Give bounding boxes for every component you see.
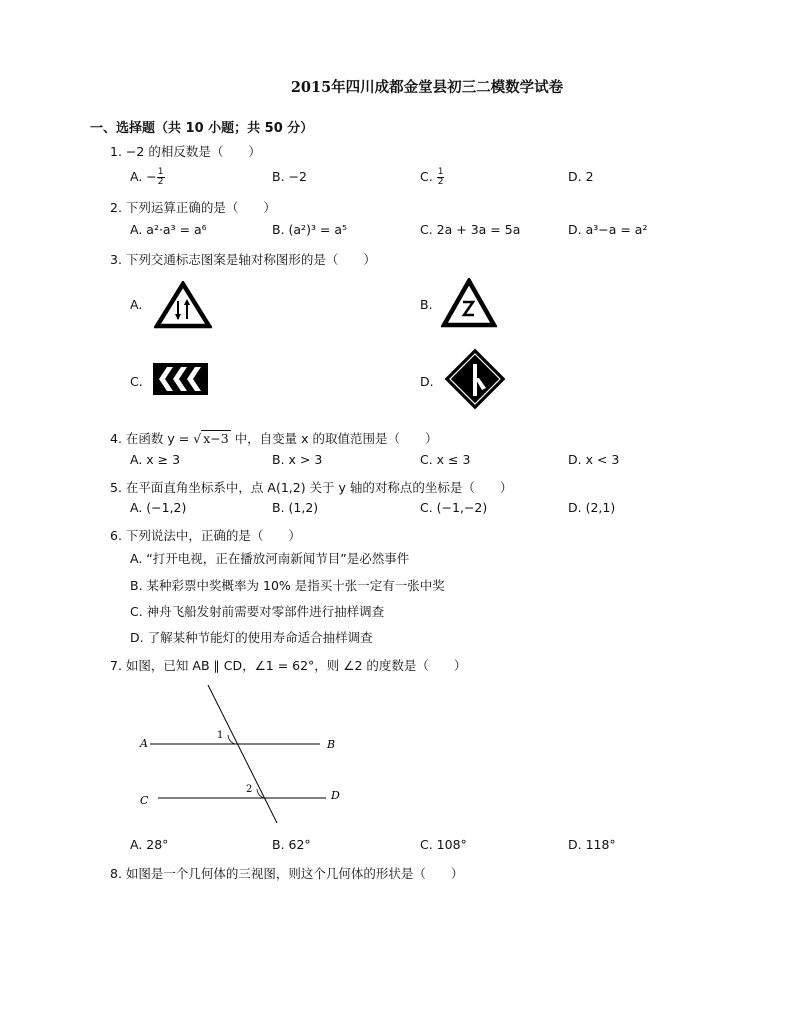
question-6 bbox=[110, 526, 301, 544]
label-d: D bbox=[331, 789, 340, 802]
question-stem: 下列说法中，正确的是（ ） bbox=[125, 528, 301, 543]
option-label: A. − bbox=[130, 169, 157, 184]
question-2 bbox=[110, 198, 276, 216]
option-a[interactable]: A. 28° bbox=[130, 837, 169, 852]
option-b[interactable]: B. bbox=[420, 297, 433, 312]
question-stem-post: 中，自变量 x 的取值范围是（ ） bbox=[230, 431, 438, 446]
question-stem: 在平面直角坐标系中，点 A(1,2) 关于 y 轴的对称点的坐标是（ ） bbox=[125, 480, 513, 495]
option-c[interactable]: C. 2a + 3a = 5a bbox=[420, 222, 521, 237]
label-c: C bbox=[140, 794, 149, 807]
option-a[interactable]: A. a²·a³ = a⁶ bbox=[130, 222, 207, 237]
question-stem: 如图，已知 AB ∥ CD，∠1 = 62°，则 ∠2 的度数是（ ） bbox=[125, 658, 467, 673]
chevron-alignment-sign-icon bbox=[153, 363, 208, 395]
option-d[interactable]: D. 了解某种节能灯的使用寿命适合抽样调查 bbox=[130, 630, 373, 645]
label-a: A bbox=[140, 737, 148, 750]
question-stem: 下列交通标志图案是轴对称图形的是（ ） bbox=[125, 252, 376, 267]
question-4: 4. 在函数 y = √ x−3 中，自变量 x 的取值范围是（ ） bbox=[110, 431, 438, 446]
option-d[interactable]: D. bbox=[420, 374, 434, 389]
option-d[interactable]: D. x < 3 bbox=[568, 452, 620, 467]
question-7 bbox=[110, 656, 466, 674]
option-b[interactable]: B. (1,2) bbox=[272, 500, 319, 515]
option-c[interactable]: C. bbox=[130, 374, 143, 389]
question-number: 8. bbox=[110, 866, 122, 881]
option-label: C. bbox=[420, 169, 437, 184]
option-c[interactable]: C. x ≤ 3 bbox=[420, 452, 471, 467]
question-number: 4. bbox=[110, 431, 122, 446]
question-number: 6. bbox=[110, 528, 122, 543]
question-number: 5. bbox=[110, 480, 122, 495]
transversal bbox=[208, 685, 277, 823]
option-a[interactable]: A. (−1,2) bbox=[130, 500, 187, 515]
question-stem-pre: 在函数 y = bbox=[125, 431, 194, 446]
question-number: 1. bbox=[110, 144, 122, 159]
two-way-traffic-sign-icon bbox=[154, 281, 212, 329]
radicand: x−3 bbox=[203, 431, 229, 446]
question-stem: 下列运算正确的是（ ） bbox=[125, 200, 276, 215]
option-b[interactable]: B. −2 bbox=[272, 169, 307, 184]
option-c[interactable]: C. 108° bbox=[420, 837, 467, 852]
angle-2-label: 2 bbox=[246, 784, 253, 795]
parallel-lines-figure bbox=[130, 680, 350, 830]
fraction: $\frac{1}{2}$ bbox=[437, 167, 444, 187]
question-number: 3. bbox=[110, 252, 122, 267]
page-title: 2015年四川成都金堂县初三二模数学试卷 bbox=[290, 79, 564, 96]
option-b[interactable]: B. 某种彩票中奖概率为 10% 是指买十张一定有一张中奖 bbox=[130, 578, 445, 593]
question-stem: −2 的相反数是（ ） bbox=[125, 144, 261, 159]
question-1 bbox=[110, 142, 261, 160]
option-a[interactable] bbox=[130, 168, 165, 187]
question-3 bbox=[110, 250, 376, 268]
section-heading: 一、选择题（共 10 小题；共 50 分） bbox=[90, 121, 314, 136]
option-a[interactable]: A. bbox=[130, 297, 143, 312]
angle-1-label: 1 bbox=[217, 730, 224, 741]
option-c[interactable]: C. (−1,−2) bbox=[420, 500, 488, 515]
option-d[interactable]: D. 2 bbox=[568, 169, 594, 184]
question-5 bbox=[110, 478, 512, 496]
winding-road-sign-icon bbox=[441, 278, 497, 328]
option-b[interactable]: B. 62° bbox=[272, 837, 311, 852]
question-number: 2. bbox=[110, 200, 122, 215]
fraction: $\frac{1}{2}$ bbox=[157, 167, 164, 187]
option-d[interactable]: D. 118° bbox=[568, 837, 616, 852]
question-stem: 如图是一个几何体的三视图，则这个几何体的形状是（ ） bbox=[125, 866, 464, 881]
merge-sign-icon bbox=[444, 348, 506, 410]
label-b: B bbox=[327, 738, 336, 751]
option-a[interactable]: A. x ≥ 3 bbox=[130, 452, 181, 467]
option-b[interactable]: B. (a²)³ = a⁵ bbox=[272, 222, 348, 237]
option-d[interactable]: D. (2,1) bbox=[568, 500, 616, 515]
question-8 bbox=[110, 864, 463, 882]
question-number: 7. bbox=[110, 658, 122, 673]
option-a[interactable]: A. “打开电视，正在播放河南新闻节目”是必然事件 bbox=[130, 551, 410, 566]
option-b[interactable]: B. x > 3 bbox=[272, 452, 323, 467]
option-d[interactable]: D. a³−a = a² bbox=[568, 222, 648, 237]
option-c[interactable] bbox=[420, 168, 444, 187]
option-c[interactable]: C. 神舟飞船发射前需要对零部件进行抽样调查 bbox=[130, 604, 385, 619]
